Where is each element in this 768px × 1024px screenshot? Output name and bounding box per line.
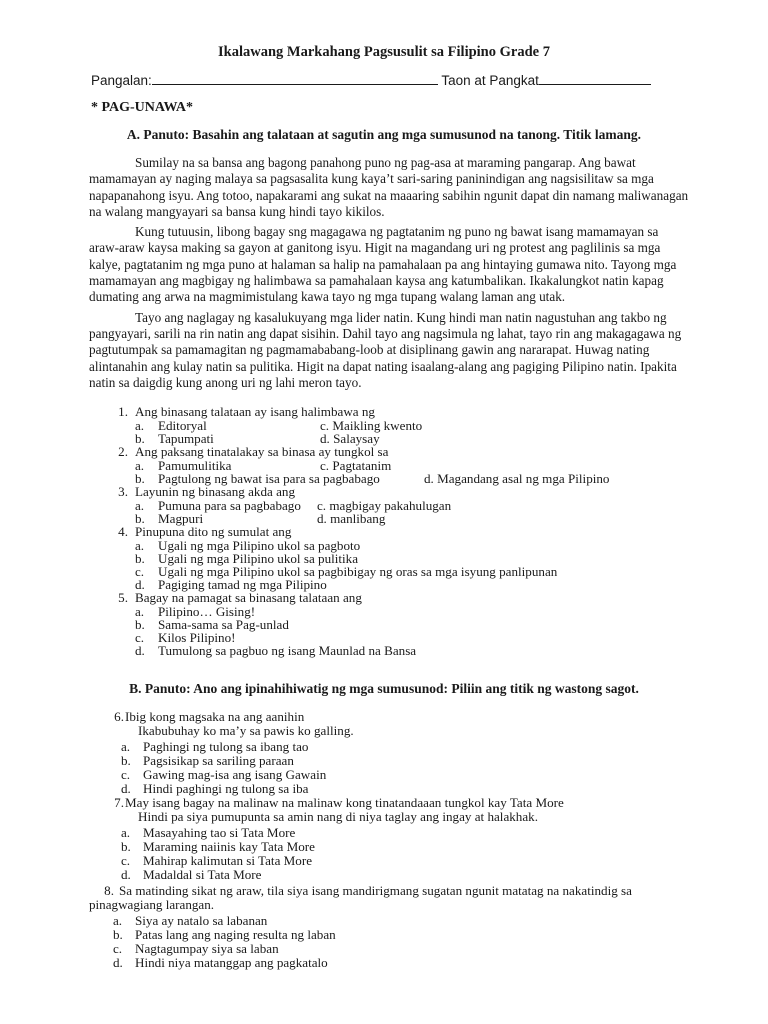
question-number: 3. [118, 483, 128, 499]
option-text[interactable]: c. Pagtatanim [320, 458, 392, 474]
question-text: Sa matinding sikat ng araw, tila siya isang mandirigmang sugatan ngunit matatag na nakatindig sa [119, 883, 632, 899]
option-text: Hindi paghingi ng tulong sa iba [143, 780, 309, 796]
question-number: 2. [118, 443, 128, 459]
question-item [0, 883, 768, 897]
option-text[interactable]: d. manlibang [317, 511, 386, 527]
answer-option[interactable] [0, 913, 768, 927]
answer-option[interactable] [0, 564, 768, 577]
option-letter: b. [135, 511, 145, 527]
answer-option[interactable] [0, 511, 768, 527]
question-item [0, 484, 768, 498]
question-text-continued [0, 897, 768, 913]
question-item [0, 590, 768, 604]
question-item [0, 404, 768, 418]
answer-option[interactable] [0, 431, 768, 447]
option-text: Pamumulitika [158, 458, 232, 474]
answer-option[interactable] [0, 498, 768, 514]
option-letter: d. [135, 576, 145, 592]
option-text: Sama-sama sa Pag-unlad [158, 616, 289, 632]
question-text: Pinupuna dito ng sumulat ang [135, 523, 292, 539]
option-letter: a. [135, 418, 145, 434]
answer-option[interactable] [0, 630, 768, 643]
option-text: Paghingi ng tulong sa ibang tao [143, 738, 309, 754]
option-letter: d. [135, 642, 145, 658]
answer-option[interactable] [0, 767, 768, 781]
option-text[interactable]: c. magbigay pakahulugan [317, 498, 452, 514]
answer-option[interactable] [0, 739, 768, 753]
part-b-instruction: B. Panuto: Ano ang ipinahihiwatig ng mga sumusunod: Piliin ang titik ng wastong sagot. [129, 681, 639, 696]
option-text: Tapumpati [158, 431, 214, 447]
option-text: Mahirap kalimutan si Tata More [143, 852, 313, 868]
option-letter: d. [121, 780, 131, 796]
section-blank[interactable] [539, 71, 651, 85]
reading-passage [89, 155, 689, 395]
answer-option[interactable] [0, 604, 768, 617]
question-text: Ikabubuhay ko ma’y sa pawis ko galling. [138, 723, 354, 739]
answer-option[interactable] [0, 617, 768, 630]
answer-option[interactable] [0, 867, 768, 881]
question-number: 1. [118, 404, 128, 419]
answer-option[interactable] [0, 839, 768, 853]
option-letter: c. [135, 563, 145, 579]
option-letter: a. [121, 824, 131, 840]
option-letter: a. [135, 603, 145, 619]
option-text: Tumulong sa pagbuo ng isang Maunlad na Bansa [158, 642, 417, 658]
passage-paragraph: Sumilay na sa bansa ang bagong panahong puno ng pag-asa at maraming pangarap. Ang bawat mamamayan ay naging malaya sa pagsasalita kung kaya’t sari-saring paninindigan ang nagsisilitaw sa mga napapanahong isyu. Ang totoo, napakarami ang sukat na maaaring sabihin ngunit dapat din namang maliwanagan na walang mangyayari sa bansa kung hindi tayo kikilos. [89, 155, 689, 219]
option-text: Pagtulong ng bawat isa para sa pagbabago [158, 471, 380, 487]
option-letter: a. [135, 498, 145, 514]
option-text: Ugali ng mga Pilipino ukol sa pagboto [158, 538, 361, 554]
answer-option[interactable] [0, 825, 768, 839]
option-text[interactable]: d. Magandang asal ng mga Pilipino [424, 471, 610, 487]
answer-option[interactable] [0, 643, 768, 656]
option-text: Nagtagumpay siya sa laban [135, 941, 279, 956]
option-letter: b. [121, 838, 131, 854]
option-letter: b. [135, 471, 145, 487]
option-letter: c. [113, 941, 123, 956]
question-text-continued [0, 723, 768, 739]
exam-title: Ikalawang Markahang Pagsusulit sa Filipino Grade 7 [218, 44, 550, 60]
question-text: Hindi pa siya pumupunta sa amin nang di niya taglay ang ingay at halakhak. [138, 809, 538, 825]
answer-option[interactable] [0, 781, 768, 795]
option-text: Pumuna para sa pagbabago [158, 498, 301, 514]
option-text[interactable]: c. Maikling kwento [320, 418, 423, 434]
answer-option[interactable] [0, 458, 768, 474]
option-letter: b. [121, 752, 131, 768]
question-text: Ang binasang talataan ay isang halimbawa ng [135, 404, 375, 419]
answer-option[interactable] [0, 418, 768, 434]
name-blank[interactable] [152, 71, 438, 85]
option-letter: a. [135, 458, 145, 474]
answer-option[interactable] [0, 577, 768, 590]
answer-option[interactable] [0, 551, 768, 564]
option-text: Maraming naiinis kay Tata More [143, 838, 315, 854]
option-text: Editoryal [158, 418, 207, 434]
option-text: Patas lang ang naging resulta ng laban [135, 926, 336, 942]
question-item [0, 795, 768, 809]
question-number: 7. [114, 795, 124, 811]
question-number: 5. [118, 589, 128, 605]
question-text: Ibig kong magsaka na ang aanihin [125, 709, 305, 724]
answer-option[interactable] [0, 941, 768, 955]
answer-option[interactable] [0, 955, 768, 969]
option-letter: d. [113, 955, 123, 971]
answer-option[interactable] [0, 853, 768, 867]
option-letter: c. [121, 852, 131, 868]
option-text: Pilipino… Gising! [158, 603, 256, 619]
option-letter: b. [135, 431, 145, 447]
question-text: May isang bagay na malinaw na malinaw kong tinatandaaan tungkol kay Tata More [125, 795, 564, 811]
option-text: Siya ay natalo sa labanan [135, 912, 268, 928]
option-letter: a. [135, 538, 145, 554]
option-text[interactable]: d. Salaysay [320, 431, 380, 447]
question-text: Bagay na pamagat sa binasang talataan ang [135, 589, 362, 605]
option-letter: c. [135, 629, 145, 645]
option-text: Kilos Pilipino! [158, 629, 236, 645]
section-label: Taon at Pangkat [441, 73, 539, 88]
option-text: Gawing mag-isa ang isang Gawain [143, 766, 327, 782]
name-label: Pangalan: [91, 73, 152, 88]
question-number: 4. [118, 523, 128, 539]
question-text-continued [0, 809, 768, 825]
question-item [0, 444, 768, 458]
part-b-questions [0, 709, 768, 969]
option-text: Masayahing tao si Tata More [143, 824, 296, 840]
question-number: 6. [114, 709, 124, 724]
question-number: 8. [104, 883, 114, 899]
option-letter: b. [113, 926, 123, 942]
option-letter: b. [135, 616, 145, 632]
part-a-questions [0, 404, 768, 658]
option-text: Ugali ng mga Pilipino ukol sa pagbibigay ng oras sa mga isyung panlipunan [158, 563, 558, 579]
option-text: Magpuri [158, 511, 204, 527]
part-a-instruction: A. Panuto: Basahin ang talataan at sagutin ang mga sumusunod na tanong. Titik lamang. [126, 127, 642, 142]
answer-option[interactable] [0, 927, 768, 941]
option-letter: c. [121, 766, 131, 782]
question-text: Ang paksang tinatalakay sa binasa ay tungkol sa [135, 443, 389, 459]
name-row [91, 71, 651, 88]
option-letter: d. [121, 867, 131, 883]
option-letter: a. [121, 738, 131, 754]
question-item [0, 524, 768, 538]
option-text: Hindi niya matanggap ang pagkatalo [135, 955, 328, 971]
option-letter: b. [135, 550, 145, 566]
option-text: Pagiging tamad ng mga Pilipino [158, 576, 327, 592]
answer-option[interactable] [0, 471, 768, 487]
option-text: Ugali ng mga Pilipino ukol sa pulitika [158, 550, 359, 566]
question-text: pinagwagiang larangan. [89, 897, 215, 913]
answer-option[interactable] [0, 753, 768, 767]
section-title: * PAG-UNAWA* [91, 100, 194, 115]
passage-paragraph: Tayo ang naglagay ng kasalukuyang mga lider natin. Kung hindi man natin nagustuhan ang takbo ng pangyayari, sarili na rin natin ang dapat sisihin. Dahil tayo ang nagsimula ng lahat, tayo rin ang makagagawa ng pagtutumpak sa pamamagitan ng pagmamababang-loob at disiplinang gawin ang nararapat. Huwag nating alintanahin ang kulay natin sa pulitika. Higit na dapat nating isaalang-alang ang pagiging Pilipino natin. Ipakita natin sa daigdig kung anong uri ng lahi meron tayo. [89, 309, 682, 390]
answer-option[interactable] [0, 538, 768, 554]
passage-paragraph: Kung tutuusin, libong bagay sng magagawa ng pagtatanim ng puno ng bawat isang mamamayan sa araw-araw kaysa making sa gayon at ganitong isyu. Higit na magandang uri ng protest ang paglilinis sa mga kalye, pagtatanim ng mga puno at halaman sa halip na pamahalaan pa ang hintaying gumawa nito. Tayong mga mamamayan ang magbigay ng halimbawa sa pamahalaan kaysa ang katumbalikan. Ikakalungkot natin kapag dumating ang arwa na magmimistulang kawa tayo ng mga tupang walang laman ang utak. [89, 224, 677, 305]
option-text: Madaldal si Tata More [143, 867, 262, 883]
option-letter: a. [113, 912, 123, 928]
question-item [0, 709, 768, 723]
option-text: Pagsisikap sa sariling paraan [143, 752, 294, 768]
question-text: Layunin ng binasang akda ang [135, 483, 295, 499]
